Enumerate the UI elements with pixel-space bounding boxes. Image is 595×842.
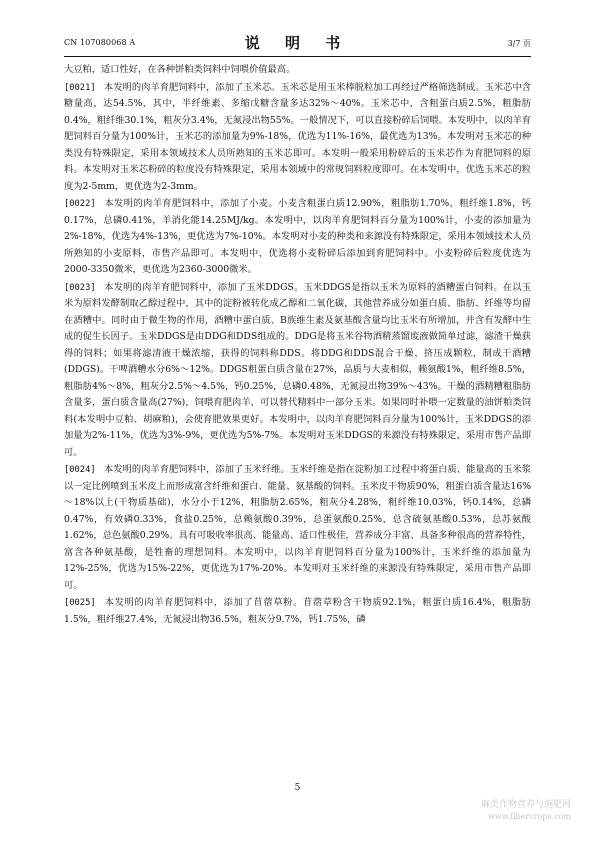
paragraph-number: [0022] (64, 199, 96, 209)
paragraph-text: 本发明的肉羊育肥饲料中，添加了玉米芯。玉米芯是用玉米棒脱粒加工再经过严格筛选制成。玉米芯中含糖量高，达54.5%，其中，半纤维素、多缩戊糖含量多达32%～40%。玉米芯中，含粗蛋白质2.5%，粗脂肪0.4%，粗纤维30.1%，粗灰分3.4%，无氮浸出物55%。一般情况下，可以直接粉碎后饲喂。本发明中，以肉羊育肥饲料百分量为100%计，玉米芯的添加量为9%-18%，优选为11%-16%，最优选为13%。本发明对玉米芯的种类没有特殊限定，采用本领域技术人员所熟知的玉米芯即可。本发明一般采用粉碎后的玉米芯作为育肥饲料的原料。本发明对玉米芯粉碎的粒度没有特殊限定，采用本领域中的常规饲料粒度即可。在本发明中，优选玉米芯的粒度为2-5mm，更优选为2-3mm。 (64, 81, 531, 192)
watermark-site-name: 麻类作物营养与施肥网 (480, 800, 571, 810)
paragraph-0025 (64, 595, 531, 628)
document-title: 说 明 书 (244, 34, 351, 52)
publication-number: CN 107080068 A (64, 38, 136, 47)
paragraph-0023 (64, 280, 531, 462)
paragraph-text: 大豆粕，适口性好，在各种饼粕类饲料中饲喂价值最高。 (64, 64, 296, 75)
paragraph-text: 本发明的肉羊育肥饲料中，添加了玉米DDGS。玉米DDGS是指以玉米为原料的酒糟蛋白饲料。在以玉米为原料发酵制取乙醇过程中，其中的淀粉被转化成乙醇和二氧化碳，其他营养成分如蛋白质、脂肪、纤维等均留在酒糟中。同时由于微生物的作用，酒糟中蛋白质、B族维生素及氨基酸含量均比玉米有所增加，并含有发酵中生成的促生长因子。玉米DDGS是由DDG和DDS组成的。DDG是将玉米谷物酒精蒸馏废液做简单过滤，滤渣干燥获得的饲料；如果将滤清液干燥浓缩，获得的饲料称DDS。将DDG和DDS混合干燥、挤压成颗粒，制成干酒糟(DDGS)。干啤酒糟水分6%～12%。DDGS粗蛋白质含量在27%，品质与大麦相似，赖氨酸1%，粗纤维8.5%，粗脂肪4%～8%，粗灰分2.5%～4.5%，钙0.25%，总磷0.48%，无氮浸出物39%～43%。干燥的酒精糟粗脂肪含量多，蛋白质含量高(27%)，饲喂育肥肉羊，可以替代精料中一部分玉米。如果同时补喂一定数量的油饼粕类饲料(本发明中豆粕、胡麻粕)，会使育肥效果更好。本发明中，以肉羊育肥饲料百分量为100%计，玉米DDGS的添加量为2%-11%，优选为3%-9%，更优选为5%-7%。本发明对玉米DDGS的来源没有特殊限定，采用市售产品即可。 (64, 281, 531, 458)
paragraph-number: [0025] (64, 598, 96, 608)
paragraph-text: 本发明的肉羊育肥饲料中，添加了玉米纤维。玉米纤维是指在淀粉加工过程中将蛋白质、能量高的玉米浆以一定比例喷到玉米皮上而形成富含纤维和蛋白、能量、氨基酸的饲料。玉米皮干物质90%，粗蛋白质含量达16%～18%以上(干物质基础)，水分小于12%，粗脂肪2.65%，粗灰分4.28%，粗纤维10.03%，钙0.14%，总磷0.47%，有效磷0.33%，食盐0.25%，总赖氨酸0.39%，总蛋氨酸0.25%，总含硫氨基酸0.53%，总苏氨酸1.62%，总色氨酸0.29%。具有可吸收率很高、能量高、适口性极佳，营养成分丰富、具备多种很高的营养特性，富含各种氨基酸，是牲畜的理想饲料。本发明中，以肉羊育肥饲料百分量为100%计，玉米纤维的添加量为12%-25%，优选为15%-22%，更优选为17%-20%。本发明对玉米纤维的来源没有特殊限定，采用市售产品即可。 (64, 464, 531, 591)
paragraph-0024 (64, 462, 531, 594)
page-header (64, 28, 531, 56)
paragraph-0021 (64, 80, 531, 196)
paragraph-text: 本发明的肉羊育肥饲料中，添加了苜蓿草粉。苜蓿草粉含干物质92.1%，粗蛋白质16.4%，粗脂肪1.5%，粗纤维27.4%，无氮浸出物36.5%，粗灰分9.7%，钙1.75%，磷 (64, 597, 531, 625)
paragraph-number: [0023] (64, 282, 96, 293)
page-indicator: 3/7 页 (507, 39, 531, 48)
paragraph-0022 (64, 196, 531, 279)
watermark-site-url: www.fibercrops.com (488, 812, 571, 821)
paragraph-number: [0024] (64, 465, 96, 475)
page-number: 5 (294, 783, 301, 793)
paragraph-continued (64, 62, 531, 79)
document-body (64, 62, 531, 762)
header-rule (64, 56, 531, 57)
paragraph-text: 本发明的肉羊育肥饲料中，添加了小麦。小麦含粗蛋白质12.90%，粗脂肪1.70%，粗纤维1.8%，钙0.17%，总磷0.41%，羊消化能14.25MJ/kg。本发明中，以肉羊育肥饲料百分量为100%计，小麦的添加量为2%-18%，优选为4%-13%，更优选为7%-10%。本发明对小麦的种类和来源没有特殊限定，采用本领域技术人员所熟知的小麦原料，市售产品即可。本发明中，优选将小麦粉碎后添加到育肥饲料中。小麦粉碎后粒度优选为2000-3350微米，更优选为2360-3000微米。 (64, 198, 531, 275)
paragraph-number: [0021] (64, 82, 96, 93)
site-watermark (481, 800, 571, 822)
